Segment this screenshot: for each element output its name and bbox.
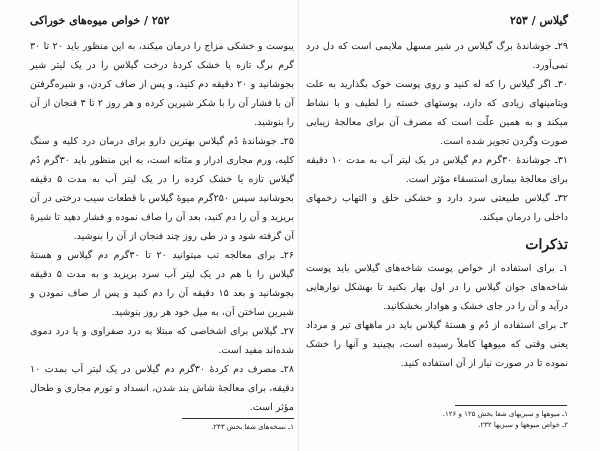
paragraph: ۱ـ برای استفاده از خواص پوست شاخه‌های گیلاس باید پوست شاخه‌های جوان گیلاس را در اول بهار بکنید تا بهشکل نوارهایی درآید و آن را در جای خشک و هوادار بخشکانید.: [306, 263, 568, 312]
left-page-header: ۲۵۲ / خواص میوه‌های خوراکی: [30, 14, 170, 27]
right-page: [306, 14, 568, 373]
left-footnotes: [30, 422, 294, 433]
right-page-body: [306, 37, 568, 373]
section-heading: تذکرات: [525, 237, 568, 253]
paragraph: ۳۲ـ گیلاس طبیعتی سرد دارد و خشکی حلق و التهاب زخمهای داخلی را درمان میکند.: [306, 193, 568, 223]
right-footnote-rule: [455, 405, 567, 406]
paragraph: یبوست و خشکی مزاج را درمان میکند، به این منظور باید ۲۰ تا ۳۰ گرم برگ تازه یا خشک کردهٔ درخت گیلاس را در یک لیتر شیر بجوشانید و ۲۰ دقیقه دم کنید، و پس از صاف کردن، و شیره‌گرفتن آن با فشار آن را با شکر شیرین کرده و هر روز ۲ تا ۳ فنجان از آن را بنوشید.: [30, 41, 294, 128]
paragraph: ۲۷ـ گیلاس برای اشخاصی که مبتلا به درد صفراوی و یا درد دموی شده‌اند مفید است.: [30, 326, 294, 356]
paragraph: ۲۹ـ جوشاندهٔ برگ گیلاس در شیر مسهل ملایمی است که دل درد نمی‌آورد.: [306, 41, 568, 71]
left-footnote-rule: [182, 418, 294, 419]
footnote: ۱ـ نسخه‌های شفا بخش ۲۴۳.: [211, 423, 294, 431]
paragraph: ۳۱ـ جوشاندهٔ ۳۰گرم دم گیلاس در یک لیتر آب به مدت ۱۰ دقیقه برای معالجهٔ بیماری استسقاء مؤثر است.: [306, 155, 568, 185]
paragraph: ۳۰ـ اگر گیلاس را که له کنید و روی پوست خوک بگذارید به علت ویتامینهای زیادی که دارد، پوستهای خسته را لطیف و با نشاط میکند و به همین علّت است که مصرف آن برای معالجهٔ زیبایی صورت وگردن تجویز شده است.: [306, 79, 568, 147]
footnote: ۲ـ خواص میوهها و سبزیها ۲۳۲.: [478, 421, 568, 429]
left-page: [30, 14, 294, 417]
right-page-header: گیلاس / ۲۵۳: [510, 14, 568, 27]
paragraph: ۲۸ـ مصرف دم کردهٔ ۳۰گرم دم گیلاس در یک لیتر آب بمدت ۱۰ دقیقه، برای معالجهٔ شاش بند شدن، انسداد و تورم مجاری و طحال مؤثر است.: [30, 364, 294, 413]
paragraph: ۲۵ـ جوشاندهٔ دُم گیلاس بهترین دارو برای درمان درد کلیه و سنگ کلیه، ورم مجاری ادرار و مثانه است، به این منظور باید ۳۰گرم دُم گیلاس تازه یا خشک کرده را در یک لیتر آب به مدت ۵ دقیقه بجوشانید سپس ۲۵۰گرم میوهٔ گیلاس با قطعات سیب درختی در آن بریزید و آن را دم کنید، بعد آن را صاف نموده و فشار دهید تا شیرهٔ آن گرفته شود و در طی روز چند فنجان از آن را بنوشید.: [30, 136, 295, 242]
right-footnotes: [306, 409, 568, 431]
paragraph: ۲۶ـ برای معالجه تب میتوانید ۲۰ تا ۳۰گرم دم گیلاس و هستهٔ گیلاس را با هم در یک لیتر آب سرد بریزید و به مدت ۵ دقیقه بجوشانید و بعد ۱۵ دقیقه آن را دم کنید و پس از صاف نمودن و شیرین ساختن آن، به میل خود هر روز بنوشید.: [30, 250, 295, 318]
left-page-body: [30, 37, 294, 417]
page-gutter: [298, 0, 299, 451]
paragraph: ۲ـ برای استفاده از دُم و هستهٔ گیلاس باید در ماههای تیر و مرداد یعنی وقتی که میوهها کاملاً رسیده است، بچینید و آنها را خشک نموده تا در صورت نیاز از آن استفاده کنید.: [306, 320, 568, 369]
footnote: ۱ـ میوهها و سبزیهای شفا بخش ۱۲۵ و ۱۲۶.: [442, 410, 568, 418]
